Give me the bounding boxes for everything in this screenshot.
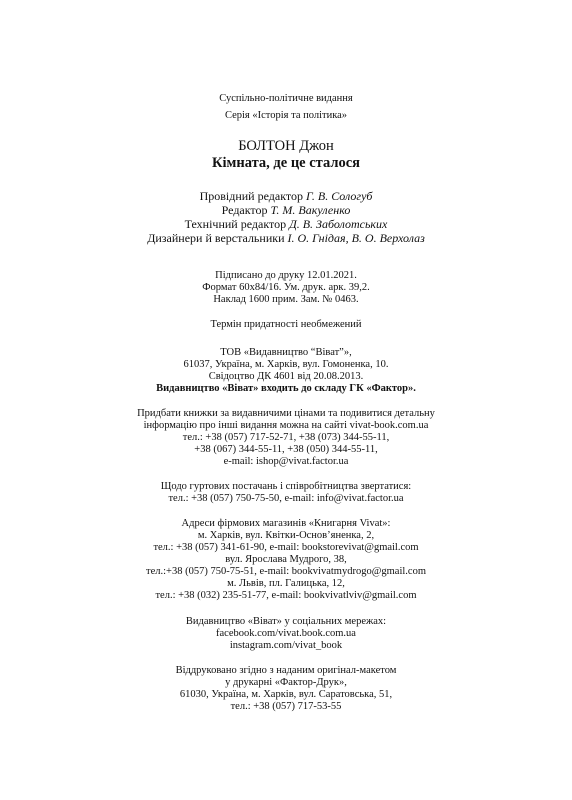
stores-block — [0, 518, 572, 602]
publisher-address: 61037, Україна, м. Харків, вул. Гомоненка, 10. — [183, 359, 389, 370]
buy-email: e-mail: ishop@vivat.factor.ua — [223, 456, 349, 467]
credit-editor — [0, 203, 572, 217]
buy-line-1: Придбати книжки за видавничими цінами та подивитися детальну — [137, 408, 435, 419]
printed-printery: у друкарні «Фактор-Друк», — [225, 677, 347, 688]
credit-role: Дизайнери й верстальники — [147, 231, 285, 245]
social-facebook: facebook.com/vivat.book.com.ua — [216, 628, 356, 639]
publisher-group: Видавництво «Віват» входить до складу ГК «Фактор». — [156, 383, 416, 394]
buy-phones-1: тел.: +38 (057) 717-52-71, +38 (073) 344-55-11, — [182, 432, 390, 443]
store-lviv-contacts: тел.: +38 (032) 235-51-77, e-mail: bookvivatlviv@gmail.com — [155, 590, 417, 601]
store-kharkiv-2-contacts: тел.:+38 (057) 750-75-51, e-mail: bookvivatmydrogo@gmail.com — [146, 566, 426, 577]
credits-block — [0, 189, 572, 245]
buy-line-2: інформацію про інші видання можна на сайті vivat-book.com.ua — [143, 420, 429, 431]
social-instagram: instagram.com/vivat_book — [229, 640, 343, 651]
printed-phone: тел.: +38 (057) 717-53-55 — [230, 701, 342, 712]
print-run: Наклад 1600 прим. Зам. № 0463. — [213, 294, 359, 305]
series-line: Серія «Історія та політика» — [224, 110, 348, 121]
buy-phones-2: +38 (067) 344-55-11, +38 (050) 344-55-11, — [194, 444, 378, 455]
store-lviv-address: м. Львів, пл. Галицька, 12, — [227, 578, 345, 589]
credit-person: Т. М. Вакуленко — [270, 203, 351, 217]
credit-role: Редактор — [221, 203, 268, 217]
buy-block — [0, 408, 572, 468]
wholesale-line-2: тел.: +38 (057) 750-75-50, e-mail: info@vivat.factor.ua — [168, 493, 404, 504]
credit-designers — [0, 231, 572, 245]
credit-person: І. О. Гнідая, В. О. Верхолаз — [287, 231, 425, 245]
credit-tech-editor — [0, 217, 572, 231]
social-block — [0, 616, 572, 652]
title-block — [0, 138, 572, 172]
printed-line-1: Віддруковано згідно з наданим оригінал-макетом — [175, 665, 397, 676]
store-kharkiv-1-contacts: тел.: +38 (057) 341-61-90, e-mail: bookstorevivat@gmail.com — [153, 542, 419, 553]
credit-role: Технічний редактор — [184, 217, 287, 231]
wholesale-block — [0, 481, 572, 505]
genre-line: Суспільно-політичне видання — [219, 93, 353, 104]
store-kharkiv-2-address: вул. Ярослава Мудрого, 38, — [225, 554, 347, 565]
shelf-life-block — [0, 319, 572, 331]
book-title: Кімната, де це сталося — [211, 155, 361, 171]
wholesale-line-1: Щодо гуртових постачань і співробітництва звертатися: — [160, 481, 412, 492]
printed-address: 61030, Україна, м. Харків, вул. Саратовська, 51, — [179, 689, 393, 700]
publisher-block — [0, 347, 572, 395]
credit-person: Д. В. Заболотських — [289, 217, 388, 231]
publisher-certificate: Свідоцтво ДК 4601 від 20.08.2013. — [208, 371, 364, 382]
signed-to-print: Підписано до друку 12.01.2021. — [215, 270, 357, 281]
printed-block — [0, 665, 572, 713]
credit-lead-editor — [0, 189, 572, 203]
store-kharkiv-1-address: м. Харків, вул. Квітки-Основ’яненка, 2, — [197, 530, 375, 541]
credit-person: Г. В. Сологуб — [305, 189, 373, 203]
publisher-name: ТОВ «Видавництво “Віват”», — [220, 347, 352, 358]
author-name: БОЛТОН Джон — [238, 138, 334, 154]
shelf-life: Термін придатності необмежений — [210, 319, 362, 330]
credit-role: Провідний редактор — [199, 189, 303, 203]
print-format: Формат 60х84/16. Ум. друк. арк. 39,2. — [202, 282, 370, 293]
social-heading: Видавництво «Віват» у соціальних мережах: — [185, 616, 387, 627]
stores-heading: Адреси фірмових магазинів «Книгарня Vivat»: — [181, 518, 391, 529]
print-info-block — [0, 270, 572, 306]
header-block — [0, 93, 572, 122]
